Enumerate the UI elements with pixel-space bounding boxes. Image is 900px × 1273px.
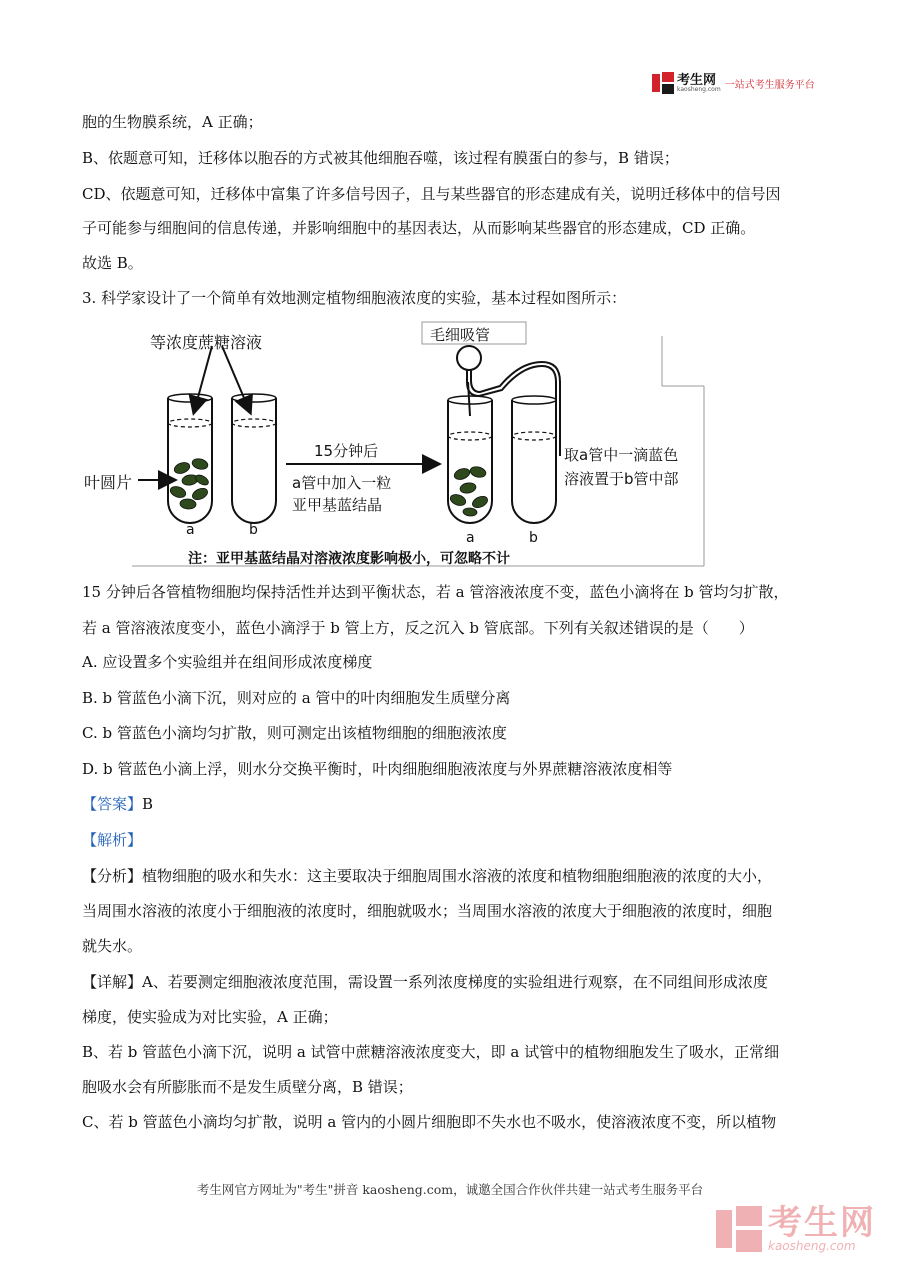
- answer-line: [82, 794, 153, 814]
- tube-b-right-label: b: [529, 530, 538, 546]
- logo-text: [677, 74, 721, 93]
- xiangjie-line: C、若 b 管蓝色小滴均匀扩散，说明 a 管内的小圆片细胞即不失水也不吸水，使溶液浓度不变，所以植物: [82, 1113, 777, 1131]
- watermark-logo-icon: [716, 1206, 762, 1252]
- xiangjie-line: [82, 972, 768, 992]
- kaosheng-logo-icon: [652, 72, 674, 94]
- experiment-figure: [82, 316, 712, 576]
- xiangjie-tag: 【详解】: [82, 973, 143, 991]
- label-leaf: 叶圆片: [84, 473, 133, 492]
- tube-b-right: [512, 396, 556, 523]
- tube-a-label: a: [186, 522, 195, 538]
- leaf-discs-a: [169, 457, 210, 510]
- text-line: 故选 B。: [82, 254, 143, 272]
- watermark-cn: 考生网: [768, 1203, 876, 1243]
- fenxi-line: 就失水。: [82, 937, 143, 955]
- fenxi-text: 植物细胞的吸水和失水：这主要取决于细胞周围水溶液的浓度和植物细胞细胞液的浓度的大小，: [142, 867, 773, 885]
- question-line: 15 分钟后各管植物细胞均保持活性并达到平衡状态，若 a 管溶液浓度不变，蓝色小滴将在 b 管均匀扩散，: [82, 583, 789, 601]
- fenxi-tag: 【分析】: [82, 867, 143, 885]
- page-footer: 考生网官方网址为"考生"拼音 kaosheng.com，诚邀全国合作伙伴共建一站式考生服务平台: [196, 1182, 704, 1197]
- label-solution: 等浓度蔗糖溶液: [150, 333, 263, 352]
- xiangjie-line: B、若 b 管蓝色小滴下沉，说明 a 试管中蔗糖溶液浓度变大，即 a 试管中的植物细胞发生了吸水，正常细: [82, 1043, 780, 1061]
- xiangjie-line: 梯度，使实验成为对比实验，A 正确；: [82, 1008, 338, 1026]
- logo-slogan: 一站式考生服务平台: [724, 79, 815, 91]
- option-c: C. b 管蓝色小滴均匀扩散，则可测定出该植物细胞的细胞液浓度: [82, 724, 507, 742]
- logo-cn: 考生网: [677, 72, 717, 88]
- analysis-tag: 【解析】: [82, 831, 143, 849]
- option-b: B. b 管蓝色小滴下沉，则对应的 a 管中的叶肉细胞发生质壁分离: [82, 689, 511, 707]
- answer-tag: 【答案】: [82, 795, 143, 813]
- text-line: CD、依题意可知，迁移体中富集了许多信号因子，且与某些器官的形态建成有关，说明迁移体中的信号因: [82, 185, 781, 203]
- xiangjie-text: A、若要测定细胞液浓度范围，需设置一系列浓度梯度的实验组进行观察，在不同组间形成浓度: [142, 973, 768, 991]
- figure-note: 注：亚甲基蓝结晶对溶液浓度影响极小，可忽略不计: [188, 551, 510, 567]
- watermark: [716, 1203, 876, 1253]
- fenxi-line: 当周围水溶液的浓度小于细胞液的浓度时，细胞就吸水；当周围水溶液的浓度大于细胞液的浓度时，细胞: [82, 902, 773, 920]
- xiangjie-line: 胞吸水会有所膨胀而不是发生质壁分离，B 错误；: [82, 1078, 413, 1096]
- option-a: A. 应设置多个实验组并在组间形成浓度梯度: [82, 653, 373, 671]
- label-take-2: 溶液置于b管中部: [564, 470, 679, 488]
- label-take-1: 取a管中一滴蓝色: [564, 446, 679, 464]
- leaf-discs-a-right: [449, 465, 490, 516]
- logo-en: kaosheng.com: [677, 85, 721, 93]
- answer-value: B: [142, 795, 154, 813]
- question-line: 若 a 管溶液浓度变小，蓝色小滴浮于 b 管上方，反之沉入 b 管底部。下列有关叙述错误的是（ ）: [82, 619, 754, 637]
- label-action-2: 亚甲基蓝结晶: [292, 496, 383, 514]
- header-logo: [652, 72, 815, 94]
- tube-b-label: b: [249, 522, 258, 538]
- text-line: 胞的生物膜系统，A 正确；: [82, 113, 263, 131]
- label-time: 15分钟后: [314, 442, 379, 460]
- fenxi-line: [82, 866, 772, 886]
- question-3-stem: 3. 科学家设计了一个简单有效地测定植物细胞液浓度的实验，基本过程如图所示：: [82, 289, 627, 307]
- label-capillary: 毛细吸管: [430, 326, 491, 344]
- text-line: 子可能参与细胞间的信息传递，并影响细胞中的基因表达，从而影响某些器官的形态建成，CD 正确。: [82, 219, 756, 237]
- tube-a-right-label: a: [466, 530, 475, 546]
- text-line: B、依题意可知，迁移体以胞吞的方式被其他细胞吞噬，该过程有膜蛋白的参与，B 错误；: [82, 149, 679, 167]
- label-action-1: a管中加入一粒: [292, 474, 392, 492]
- tube-b-left: [232, 394, 276, 523]
- option-d: D. b 管蓝色小滴上浮，则水分交换平衡时，叶肉细胞细胞液浓度与外界蔗糖溶液浓度相等: [82, 760, 673, 778]
- watermark-en: kaosheng.com: [768, 1239, 856, 1253]
